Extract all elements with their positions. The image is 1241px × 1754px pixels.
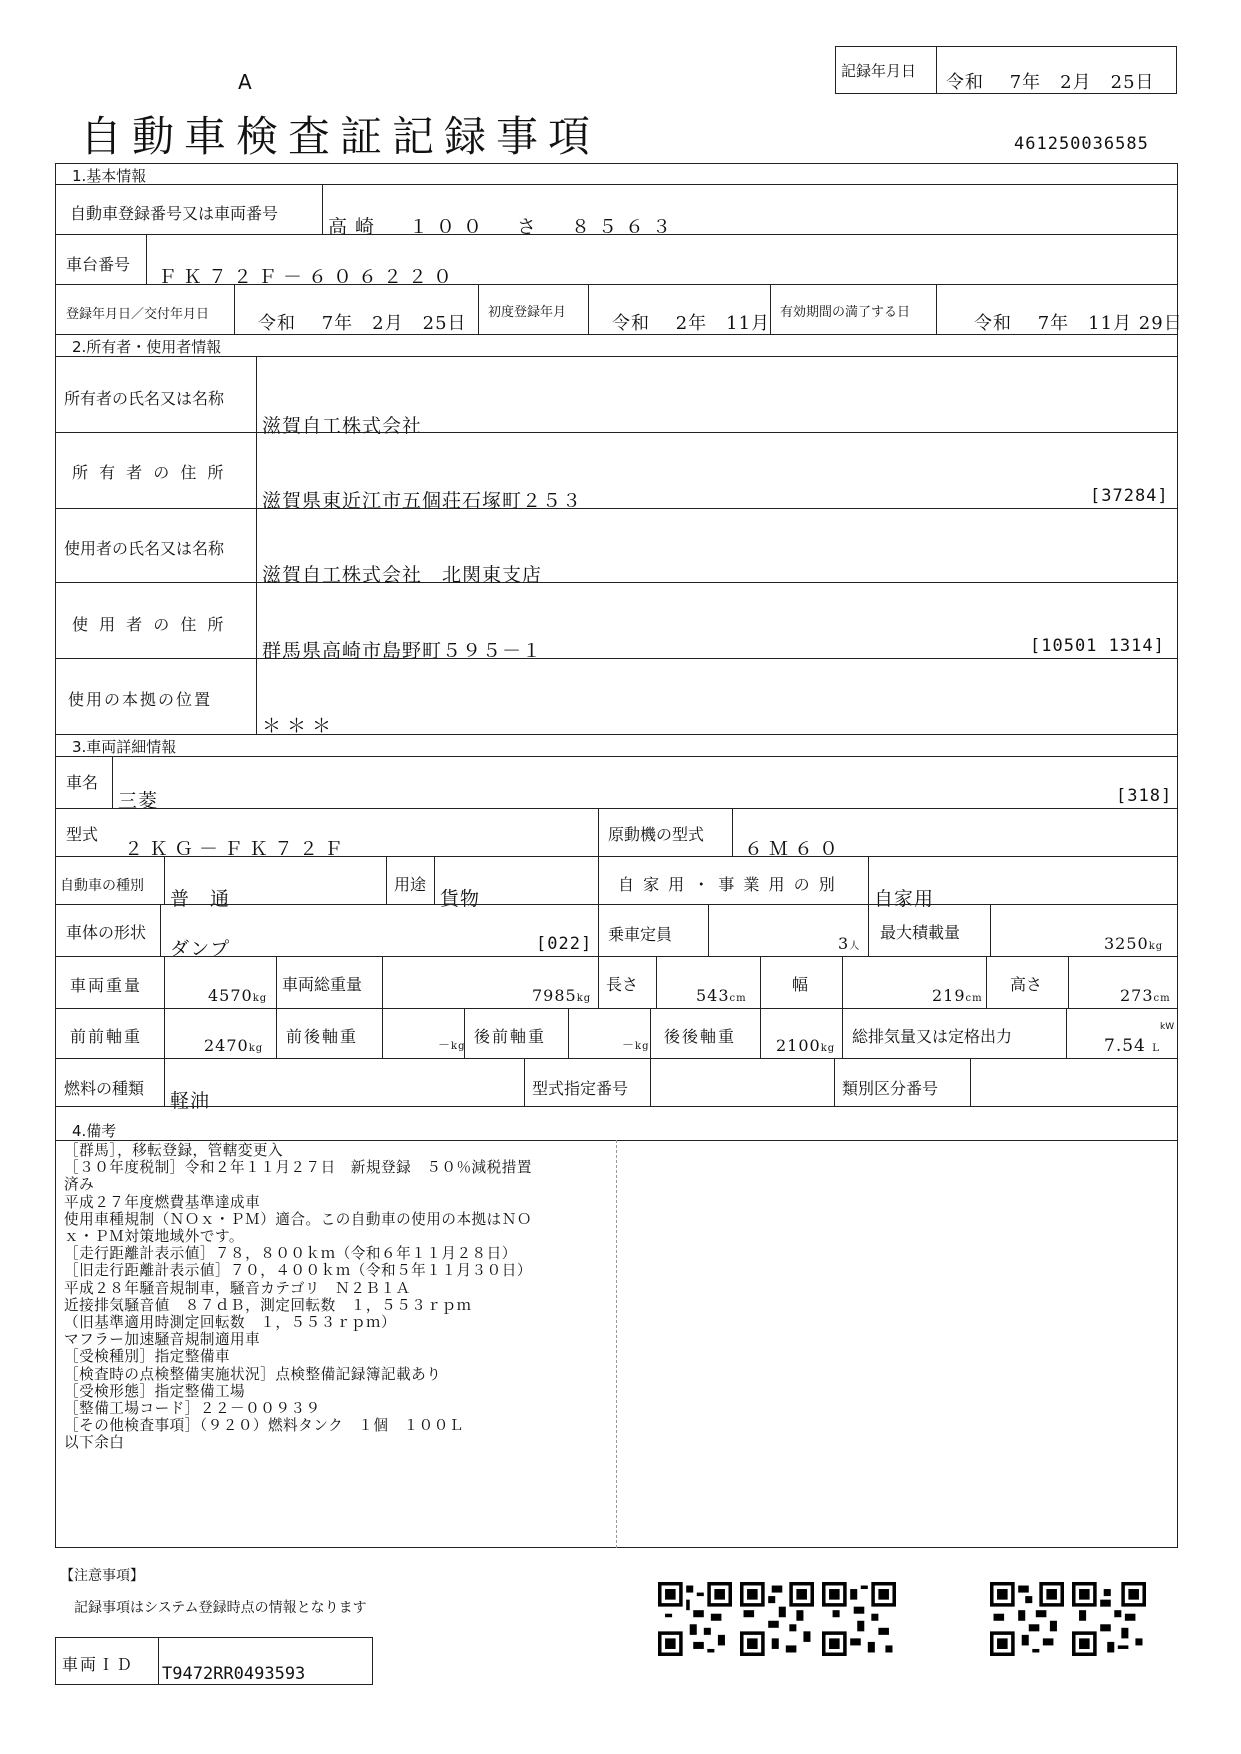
- vehicle-weight: 4570kg: [208, 986, 268, 1005]
- model: ２ＫＧ－ＦＫ７２Ｆ: [124, 838, 350, 860]
- user-code: [10501 1314]: [1030, 636, 1165, 656]
- owner-name: 滋賀自工株式会社: [262, 415, 423, 437]
- remarks-line: ［検査時の点検整備実施状況］点検整備記録簿記載あり: [64, 1365, 442, 1383]
- remarks-line: ［その他検査事項］（９２０）燃料タンク １個 １００Ｌ: [64, 1417, 464, 1435]
- kind: 普 通: [170, 888, 231, 910]
- remarks-line: ［旧走行距離計表示値］７０，４００ｋｍ（令和５年１１月３０日）: [64, 1262, 532, 1280]
- rear-rear-axle-label: 後後軸重: [664, 1027, 737, 1046]
- rear-front-axle: －kg: [622, 1038, 650, 1052]
- user-address-label: 使 用 者 の 住 所: [72, 615, 227, 634]
- remarks-line: ［整備工場コード］２２－００９３９: [64, 1400, 321, 1418]
- front-front-axle-label: 前前軸重: [70, 1027, 143, 1046]
- capacity: 3人: [838, 934, 861, 953]
- user-address: 群馬県高崎市島野町５９５－１: [262, 640, 543, 662]
- make-code: [318]: [1116, 786, 1173, 806]
- notes-heading: 【注意事項】: [60, 1568, 144, 1584]
- notes-text: 記録事項はシステム登録時点の情報となります: [74, 1600, 367, 1616]
- fuel-label: 燃料の種類: [64, 1079, 145, 1098]
- body-label: 車体の形状: [66, 923, 147, 942]
- make-label: 車名: [66, 773, 99, 792]
- class-number-label: 類別区分番号: [842, 1079, 939, 1098]
- qr-code-icon: [990, 1582, 1064, 1656]
- remarks-line: 以下余白: [64, 1434, 125, 1452]
- length: 543cm: [696, 986, 747, 1005]
- use: 貨物: [440, 888, 481, 910]
- owner-address-label: 所 有 者 の 住 所: [72, 463, 227, 482]
- reg-date: 令和 7年 2月 25日: [258, 313, 467, 334]
- weight-label: 車両重量: [70, 976, 143, 995]
- section-4-heading: 4.備考: [72, 1122, 117, 1140]
- type-designation-label: 型式指定番号: [532, 1079, 629, 1098]
- chassis-label: 車台番号: [66, 255, 131, 274]
- model-label: 型式: [66, 825, 99, 844]
- remarks-line: ［３０年度税制］令和２年１１月２７日 新規登録 ５０％減税措置: [64, 1159, 532, 1177]
- front-rear-axle-label: 前後軸重: [286, 1027, 359, 1046]
- reg-number-label: 自動車登録番号又は車両番号: [70, 204, 279, 223]
- remarks-line: ［受検種別］指定整備車: [64, 1348, 231, 1366]
- remarks-line: ［群馬］，移転登録，管轄変更入: [64, 1142, 284, 1159]
- remarks-line: 平成２７年度燃費基準達成車: [64, 1193, 261, 1211]
- remarks-line: ［受検形態］指定整備工場: [64, 1382, 246, 1400]
- remarks-list: [64, 1142, 616, 1452]
- make: 三菱: [118, 790, 159, 812]
- max-load-label: 最大積載量: [880, 923, 961, 942]
- displacement: 7.54 L: [1104, 1036, 1160, 1056]
- expiry-label: 有効期間の満了する日: [780, 305, 911, 320]
- record-date: 令和 7年 2月 25日: [946, 72, 1155, 93]
- expiry-date: 令和 7年 11月 29日: [974, 313, 1183, 334]
- owner-name-label: 所有者の氏名又は名称: [64, 389, 225, 408]
- user-name-label: 使用者の氏名又は名称: [64, 539, 225, 558]
- first-reg-date: 令和 2年 11月: [612, 313, 771, 334]
- remarks-line: 平成２８年騒音規制車，騒音カテゴリ Ｎ２Ｂ１Ａ: [64, 1279, 411, 1297]
- rear-rear-axle: 2100kg: [776, 1036, 836, 1055]
- height-label: 高さ: [1010, 975, 1043, 994]
- gross-weight: 7985kg: [532, 986, 592, 1005]
- owner-code: [37284]: [1090, 486, 1169, 506]
- displacement-label: 総排気量又は定格出力: [852, 1027, 1013, 1046]
- use-label: 用途: [394, 875, 427, 894]
- gross-weight-label: 車両総重量: [282, 975, 363, 994]
- vehicle-id: T9472RR0493593: [162, 1664, 306, 1684]
- remarks-line: 済み: [64, 1176, 95, 1194]
- base-location: ＊＊＊: [262, 715, 338, 737]
- reg-date-label: 登録年月日／交付年月日: [66, 307, 210, 322]
- form-letter: A: [238, 70, 252, 94]
- max-load: 3250kg: [1104, 934, 1164, 953]
- qr-code-icon: [822, 1582, 896, 1656]
- user-name: 滋賀自工株式会社 北関東支店: [262, 564, 543, 586]
- base-location-label: 使用の本拠の位置: [68, 690, 213, 709]
- qr-code-icon: [740, 1582, 814, 1656]
- document-number: 461250036585: [1014, 134, 1149, 154]
- displacement-unit-kw: kW: [1160, 1022, 1175, 1032]
- body-shape: ダンプ: [170, 938, 231, 960]
- qr-code-icon: [1072, 1582, 1146, 1656]
- section-1-heading: 1.基本情報: [72, 167, 147, 185]
- section-3-heading: 3.車両詳細情報: [72, 738, 177, 756]
- reg-number: 高崎 １００ さ ８５６３: [328, 216, 680, 238]
- qr-code-icon: [658, 1582, 732, 1656]
- kind-label: 自動車の種別: [60, 878, 144, 894]
- document-title: 自動車検査証記録事項: [80, 112, 601, 161]
- remarks-line: マフラー加速騒音規制適用車: [64, 1331, 261, 1349]
- front-rear-axle: －kg: [438, 1038, 466, 1052]
- width: 219cm: [932, 986, 983, 1005]
- height: 273cm: [1120, 986, 1171, 1005]
- remarks-line: 使用車種規制（ＮＯｘ・ＰＭ）適合。この自動車の使用の本拠はＮＯ: [64, 1210, 532, 1228]
- vehicle-id-label: 車両ＩＤ: [62, 1655, 135, 1674]
- remarks-line: ｘ・ＰＭ対策地域外です。: [64, 1228, 244, 1246]
- front-front-axle: 2470kg: [204, 1036, 264, 1055]
- length-label: 長さ: [606, 975, 639, 994]
- body-code: [022]: [536, 934, 593, 954]
- record-date-label: 記録年月日: [841, 62, 917, 80]
- chassis-number: ＦＫ７２Ｆ－６０６２２０: [158, 266, 459, 288]
- width-label: 幅: [792, 975, 809, 994]
- fuel-type: 軽油: [170, 1090, 211, 1112]
- owner-address: 滋賀県東近江市五個荘石塚町２５３: [262, 490, 583, 512]
- remarks-line: ［走行距離計表示値］７８，８００ｋｍ（令和６年１１月２８日）: [64, 1245, 517, 1263]
- private-use: 自家用: [874, 888, 935, 910]
- engine-label: 原動機の型式: [608, 825, 705, 844]
- engine-model: ６Ｍ６０: [744, 838, 845, 860]
- section-2-heading: 2.所有者・使用者情報: [72, 338, 222, 356]
- rear-front-axle-label: 後前軸重: [474, 1027, 547, 1046]
- first-reg-label: 初度登録年月: [488, 305, 567, 320]
- capacity-label: 乗車定員: [608, 925, 673, 944]
- private-label: 自 家 用 ・ 事 業 用 の 別: [618, 875, 837, 894]
- remarks-line: （旧基準適用時測定回転数 １，５５３ｒｐｍ）: [64, 1314, 397, 1332]
- remarks-line: 近接排気騒音値 ８７ｄＢ，測定回転数 １，５５３ｒｐｍ: [64, 1296, 472, 1314]
